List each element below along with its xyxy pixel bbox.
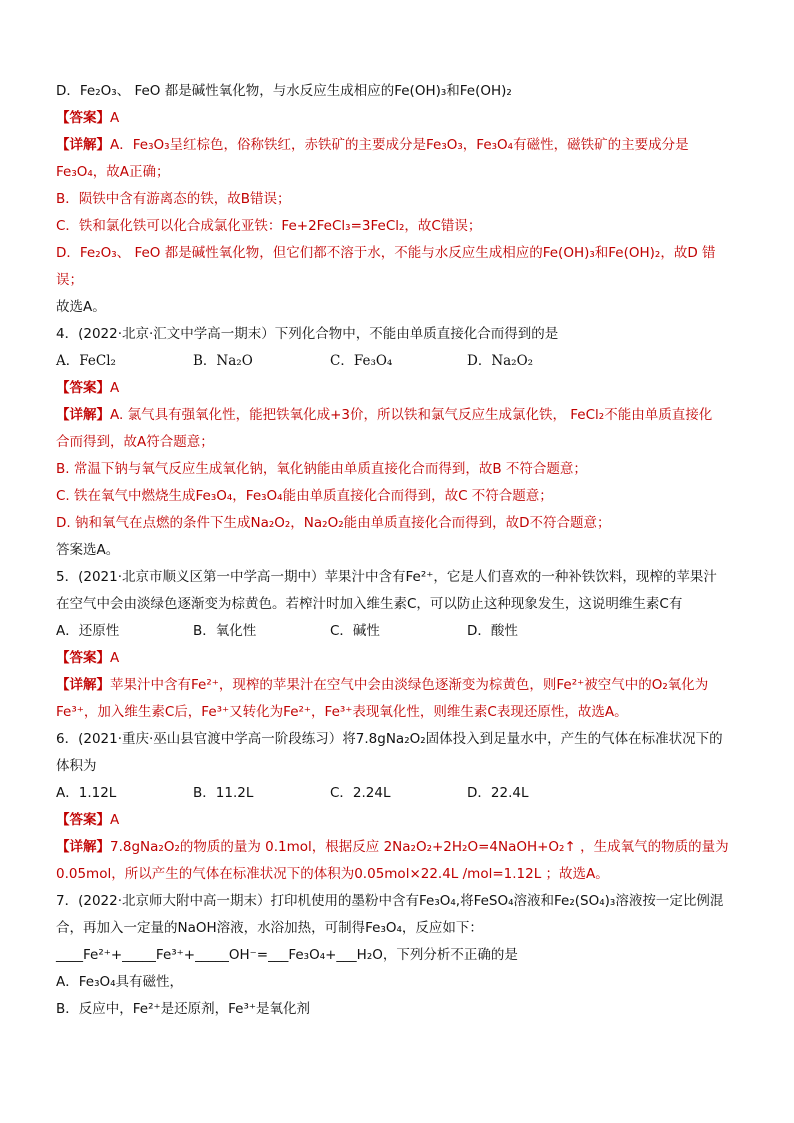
explanation-line: 合而得到，故A符合题意； (56, 434, 214, 450)
explanation-text: A. 氯气具有强氧化性，能把铁氧化成+3价，所以铁和氯气反应生成氯化铁， FeCl₂不能由单质直接化 (110, 407, 713, 423)
explanation-tag: 【详解】 (56, 677, 110, 693)
option-a: A．1.12L (56, 785, 117, 801)
explanation-line: D. 钠和氧气在点燃的条件下生成Na₂O₂，Na₂O₂能由单质直接化合而得到，故D不符合题意； (56, 515, 611, 531)
option-b: B．11.2L (193, 785, 254, 801)
explanation-text: 苹果汁中含有Fe²⁺，现榨的苹果汁在空气中会由淡绿色逐渐变为棕黄色，则Fe²⁺被空气中的O₂氧化为 (110, 677, 709, 693)
question-7-cont: 合，再加入一定量的NaOH溶液，水浴加热，可制得Fe₃O₄，反应如下： (56, 920, 483, 936)
explanation-text: A．Fe₃O₃呈红棕色，俗称铁红，赤铁矿的主要成分是Fe₃O₃，Fe₃O₄有磁性，磁铁矿的主要成分是 (110, 137, 689, 153)
explanation-line: Fe³⁺，加入维生素C后，Fe³⁺又转化为Fe²⁺，Fe³⁺表现氧化性，则维生素C表现还原性，故选A。 (56, 704, 628, 720)
answer-line-5 (56, 645, 746, 672)
explanation-tag: 【详解】 (56, 839, 110, 855)
question-6-cont: 体积为 (56, 758, 97, 774)
explanation-line: C. 铁在氧气中燃烧生成Fe₃O₄，Fe₃O₄能由单质直接化合而得到，故C 不符合题意； (56, 488, 553, 504)
answer-tag: 【答案】 (56, 110, 110, 126)
answer-value: A (110, 110, 120, 126)
conclusion-line: 答案选A。 (56, 542, 120, 558)
explanation-line: B．陨铁中含有游离态的铁，故B错误； (56, 191, 291, 207)
explanation-tag: 【详解】 (56, 137, 110, 153)
question-6-options (56, 780, 746, 807)
explanation-line: 0.05mol，所以产生的气体在标准状况下的体积为0.05mol×22.4L /mol=1.12L ；故选A。 (56, 866, 609, 882)
option-a: A．FeCl₂ (56, 353, 116, 369)
question-5-cont: 在空气中会由淡绿色逐渐变为棕黄色。若榨汁时加入维生素C，可以防止这种现象发生，这说明维生素C有 (56, 596, 683, 612)
question-4-options (56, 348, 746, 375)
answer-value: A (110, 812, 120, 828)
option-a: A．Fe₃O₄具有磁性， (56, 974, 184, 990)
explanation-line (56, 672, 746, 699)
explanation-line: D．Fe₂O₃、 FeO 都是碱性氧化物，但它们都不溶于水，不能与水反应生成相应的Fe(OH)₃和Fe(OH)₂，故D 错 (56, 245, 716, 261)
question-7: 7．(2022·北京师大附中高一期末）打印机使用的墨粉中含有Fe₃O₄,将FeSO₄溶液和Fe₂(SO₄)₃溶液按一定比例混 (56, 893, 724, 909)
option-b: B．Na₂O (193, 353, 253, 369)
option-a: A．还原性 (56, 623, 120, 639)
option-d: D．22.4L (467, 785, 529, 801)
answer-tag: 【答案】 (56, 812, 110, 828)
explanation-line (56, 132, 746, 159)
option-c: C．Fe₃O₄ (330, 353, 393, 369)
answer-tag: 【答案】 (56, 380, 110, 396)
answer-line-6 (56, 807, 746, 834)
option-b: B．反应中，Fe²⁺是还原剂，Fe³⁺是氧化剂 (56, 1001, 311, 1017)
answer-line-4 (56, 375, 746, 402)
question-5-options (56, 618, 746, 645)
answer-line-3 (56, 105, 746, 132)
explanation-line: 误； (56, 272, 83, 288)
explanation-tag: 【详解】 (56, 407, 110, 423)
explanation-text: 7.8gNa₂O₂的物质的量为 0.1mol，根据反应 2Na₂O₂+2H₂O=4NaOH+O₂↑ ，生成氧气的物质的量为 (110, 839, 729, 855)
option-c: C．2.24L (330, 785, 391, 801)
option-c: C．碱性 (330, 623, 380, 639)
question-6: 6．(2021·重庆·巫山县官渡中学高一阶段练习）将7.8gNa₂O₂固体投入到足量水中，产生的气体在标准状况下的 (56, 731, 723, 747)
explanation-line (56, 834, 746, 861)
option-d-line: D．Fe₂O₃、 FeO 都是碱性氧化物，与水反应生成相应的Fe(OH)₃和Fe(OH)₂ (56, 83, 512, 99)
answer-value: A (110, 380, 120, 396)
question-4: 4．(2022·北京·汇文中学高一期末）下列化合物中，不能由单质直接化合而得到的是 (56, 326, 559, 342)
question-5: 5．(2021·北京市顺义区第一中学高一期中）苹果汁中含有Fe²⁺，它是人们喜欢的一种补铁饮料，现榨的苹果汁 (56, 569, 717, 585)
option-d: D．酸性 (467, 623, 518, 639)
explanation-line: B. 常温下钠与氧气反应生成氧化钠，氧化钠能由单质直接化合而得到，故B 不符合题意； (56, 461, 587, 477)
question-7-equation: ____Fe²⁺+_____Fe³⁺+_____OH⁻=___Fe₃O₄+___H₂O，下列分析不正确的是 (56, 947, 518, 963)
option-b: B．氧化性 (193, 623, 257, 639)
answer-tag: 【答案】 (56, 650, 110, 666)
explanation-line: Fe₃O₄，故A正确； (56, 164, 170, 180)
document-page (56, 78, 746, 1023)
answer-value: A (110, 650, 120, 666)
option-d: D．Na₂O₂ (467, 353, 534, 369)
explanation-line (56, 402, 746, 429)
conclusion-line: 故选A。 (56, 299, 106, 315)
explanation-line: C．铁和氯化铁可以化合成氯化亚铁：Fe+2FeCl₃=3FeCl₂，故C错误； (56, 218, 482, 234)
